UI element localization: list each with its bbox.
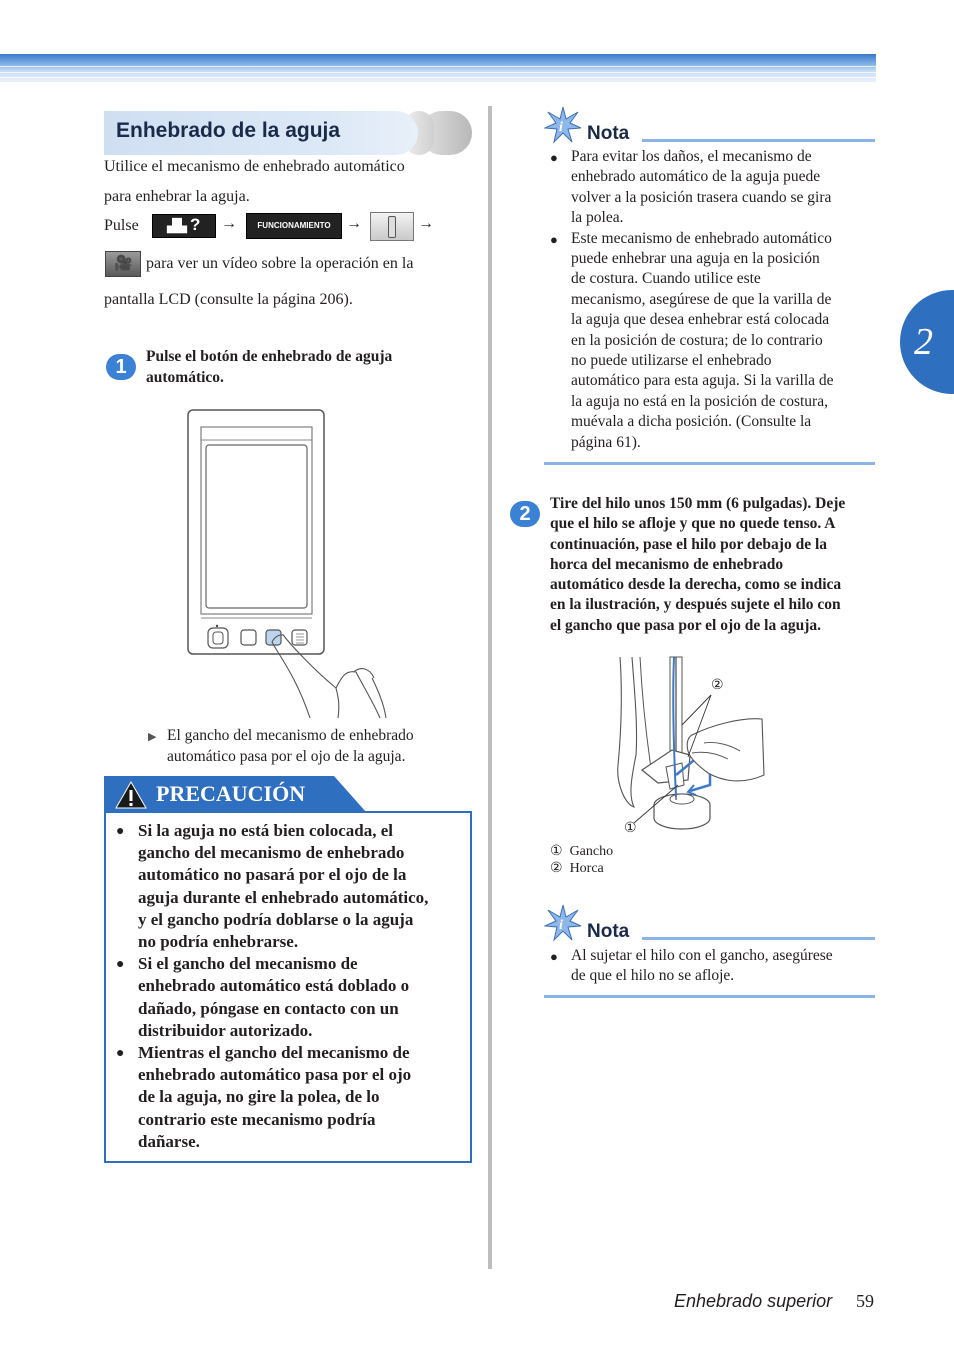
result-triangle-icon: ▶ — [148, 731, 157, 743]
caution-label: PRECAUCIÓN — [156, 781, 306, 806]
arrow-1: → — [221, 215, 237, 232]
note1-title: Nota — [587, 123, 630, 144]
note2-line: Al sujetar el hilo con el gancho, asegúrese — [571, 947, 833, 964]
bullet-icon: ● — [116, 824, 125, 839]
video-key — [105, 251, 141, 277]
note2-list — [550, 946, 876, 987]
note1-item — [550, 147, 876, 229]
note1-rule-bottom — [544, 462, 875, 465]
illustration-legend — [550, 843, 613, 877]
caution-line: y el gancho podría doblarse o la aguja — [138, 909, 414, 929]
legend-item-horca: ② Horca — [550, 861, 604, 876]
machine-help-icon: ▟▙ — [167, 218, 187, 233]
note1-line: página 61). — [571, 433, 641, 451]
step2-line: en la ilustración, y después sujete el hilo con — [550, 596, 841, 614]
caution-line: Si el gancho del mecanismo de — [138, 954, 358, 974]
column-divider — [488, 106, 492, 1269]
note1-line: la aguja no está en la posición de costura, — [571, 392, 828, 410]
top-banner — [0, 54, 876, 82]
note1-list — [550, 147, 876, 453]
note2-rule-top — [642, 937, 875, 940]
caution-line: distribuidor autorizado. — [138, 1020, 313, 1040]
caution-line: Mientras el gancho del mecanismo de — [138, 1043, 410, 1063]
help-key-button — [152, 214, 216, 238]
caution-line: enhebrado automático está doblado o — [138, 976, 410, 996]
footer-section-title: Enhebrado superior — [674, 1291, 833, 1311]
step2-line: continuación, pase el hilo por debajo de la — [550, 535, 828, 553]
caution-line: dañado, póngase en contacto con un — [138, 998, 399, 1018]
section-header — [104, 111, 470, 155]
note1-line: puede enhebrar una aguja en la posición — [571, 250, 820, 268]
bullet-icon: ● — [116, 1046, 125, 1062]
step2-line: horca del mecanismo de enhebrado — [550, 555, 784, 573]
video-camera-icon: 🎥 — [114, 256, 133, 272]
intro-line2: para enhebrar la aguja. — [104, 188, 250, 205]
intro-line4: para ver un vídeo sobre la operación en la — [146, 255, 414, 272]
question-icon: ? — [190, 215, 201, 234]
svg-text:i: i — [559, 120, 563, 135]
note1-rule-top — [642, 139, 875, 142]
step1-text: Pulse el botón de enhebrado de aguja automático. — [146, 348, 393, 386]
bullet-icon: ● — [550, 231, 558, 247]
step1-badge: 1 — [106, 354, 136, 380]
needle-threading-key — [370, 212, 414, 241]
bullet-icon: ● — [550, 949, 558, 964]
step2-line: Tire del hilo unos 150 mm (6 pulgadas). Deje — [550, 495, 846, 512]
note1-line: en la posición de costura; de lo contrario — [571, 331, 823, 349]
step2-line: el gancho que pasa por el ojo de la aguja. — [550, 616, 821, 634]
caution-line: dañarse. — [138, 1131, 200, 1151]
note1-line: mecanismo, asegúrese de que la varilla de — [571, 290, 832, 308]
caution-line: Si la aguja no está bien colocada, el — [138, 821, 394, 840]
page-number: 59 — [856, 1291, 874, 1311]
note1-line: de costura. Cuando utilice este — [571, 270, 761, 288]
caution-line: gancho del mecanismo de enhebrado — [138, 843, 405, 863]
callout-horca: ② — [711, 678, 724, 693]
control-panel-illustration — [186, 408, 392, 724]
caution-item — [116, 953, 461, 1042]
section-title: Enhebrado de la aguja — [116, 119, 341, 142]
funcionamiento-button: FUNCIONAMIENTO — [246, 213, 342, 239]
note2-title: Nota — [587, 921, 630, 942]
legend-item-gancho: ① Gancho — [550, 844, 614, 859]
caution-list — [116, 820, 461, 1153]
step2-line: que el hilo se afloje y que no quede tenso. A — [550, 515, 836, 533]
step2-line: automático desde la derecha, como se indica — [550, 576, 842, 594]
caution-line: contrario este mecanismo podría — [138, 1109, 376, 1129]
bullet-icon: ● — [116, 957, 125, 973]
chapter-number: 2 — [914, 321, 933, 363]
needle-icon — [388, 216, 396, 238]
intro-pulse: Pulse — [104, 217, 139, 234]
intro-line5: pantalla LCD (consulte la página 206). — [104, 291, 353, 308]
callout-gancho: ① — [624, 821, 637, 836]
bullet-icon: ● — [550, 150, 558, 165]
note1-line: Para evitar los daños, el mecanismo de — [571, 148, 812, 165]
note1-line: no puede utilizarse el enhebrado — [571, 352, 772, 370]
step2-text — [550, 494, 880, 636]
caution-item — [116, 1042, 461, 1153]
note2-line: de que el hilo no se afloje. — [571, 967, 735, 985]
note1-line: automático para esta aguja. Si la varilla de — [571, 372, 834, 390]
note2-star-icon — [544, 904, 582, 942]
note1-line: enhebrado automático de la aguja puede — [571, 168, 821, 186]
note1-line: muévala a dicha posición. (Consulte la — [571, 413, 812, 431]
threading-illustration — [612, 655, 768, 840]
warning-triangle-icon — [114, 780, 148, 810]
note1-line: la aguja que desea enhebrar está colocada — [571, 311, 830, 329]
caution-item — [116, 820, 461, 953]
caution-line: no podría enhebrarse. — [138, 932, 299, 952]
step1-result: El gancho del mecanismo de enhebrado automático pasa por el ojo de la aguja. — [167, 727, 414, 765]
step2-badge: 2 — [510, 501, 540, 527]
arrow-2: → — [346, 215, 362, 232]
note1-line: volver a la posición trasera cuando se gira — [571, 188, 832, 206]
arrow-3: → — [418, 215, 434, 232]
note2-item — [550, 946, 876, 987]
caution-line: aguja durante el enhebrado automático, — [138, 887, 429, 907]
note1-item — [550, 229, 876, 453]
intro-line1: Utilice el mecanismo de enhebrado automático — [104, 158, 405, 175]
caution-line: automático no pasará por el ojo de la — [138, 865, 407, 885]
note2-rule-bottom — [544, 995, 875, 998]
svg-text:i: i — [559, 918, 563, 933]
caution-line: enhebrado automático pasa por el ojo — [138, 1065, 412, 1085]
caution-line: de la aguja, no gire la polea, de lo — [138, 1087, 380, 1107]
note1-line: la polea. — [571, 209, 624, 227]
note1-line: Este mecanismo de enhebrado automático — [571, 229, 832, 247]
note-star-icon — [544, 106, 582, 144]
chapter-tab — [900, 290, 954, 394]
